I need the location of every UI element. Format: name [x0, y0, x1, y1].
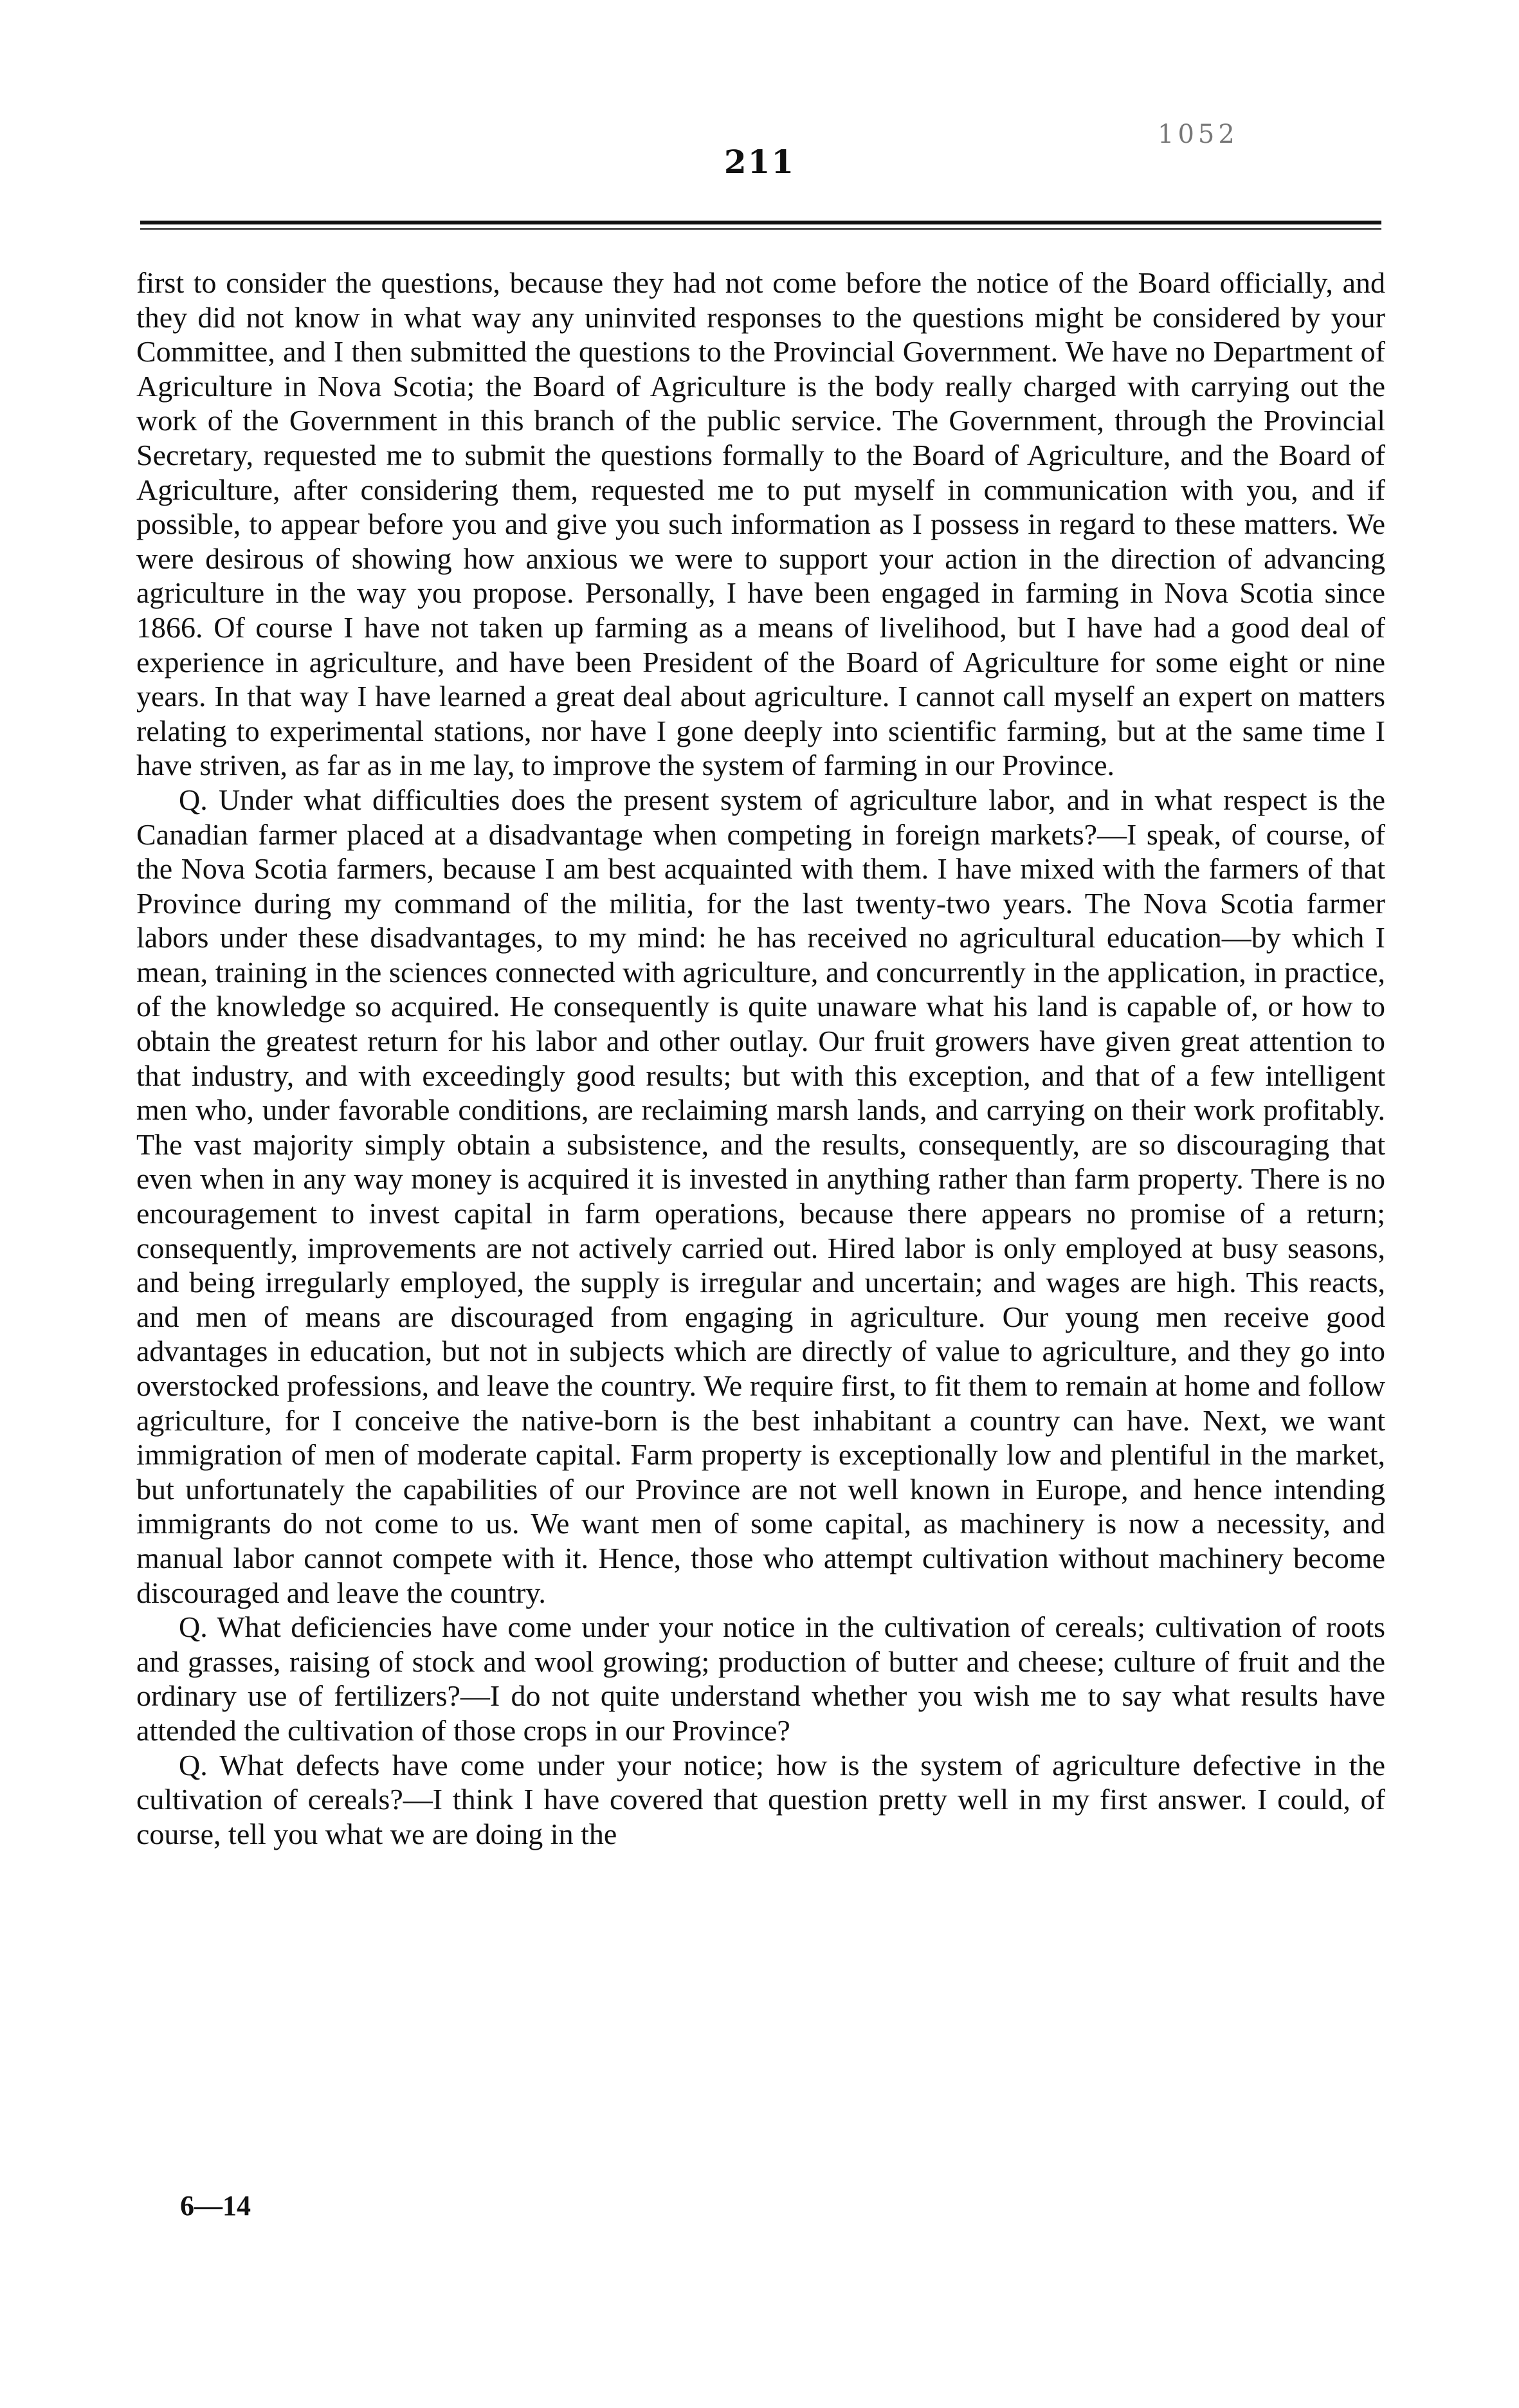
page-number: 211	[723, 143, 796, 181]
printer-signature: 6—14	[180, 2190, 251, 2221]
paragraph-continuation: first to consider the questions, because they had not come before the notice of the Board officially, and they did not know in what way any uninvited responses to the questions might be considered by your Committee, and I then submitted the questions to the Provincial Government. We have no Department of Agriculture in Nova Scotia; the Board of Agriculture is the body really charged with carrying out the work of the Government in this branch of the public service. The Government, through the Provincial Secretary, requested me to submit the questions formally to the Board of Agriculture, and the Board of Agriculture, after considering them, requested me to put myself in communication with you, and if possible, to appear before you and give you such information as I possess in regard to these matters. We were desirous of showing how anxious we were to support your action in the direction of advancing agriculture in the way you propose. Personally, I have been engaged in farming in Nova Scotia since 1866. Of course I have not taken up farming as a means of livelihood, but I have had a good deal of experience in agriculture, and have been President of the Board of Agriculture for some eight or nine years. In that way I have learned a great deal about agriculture. I cannot call myself an expert on matters relating to experimental stations, nor have I gone deeply into scientific farming, but at the same time I have striven, as far as in me lay, to improve the system of farming in our Province.	[136, 266, 1385, 782]
paragraph-question-difficulties: Q. Under what difficulties does the present system of agriculture labor, and in what respect is the Canadian farmer placed at a disadvantage when competing in foreign markets?—I speak, of course, of the Nova Scotia farmers, because I am best acquainted with them. I have mixed with the farmers of that Province during my command of the militia, for the last twenty-two years. The Nova Scotia farmer labors under these disadvantages, to my mind: he has received no agricultural education—by which I mean, training in the sciences connected with agriculture, and concurrently in the application, in practice, of the knowledge so acquired. He consequently is quite unaware what his land is capable of, or how to obtain the greatest return for his labor and other outlay. Our fruit growers have given great attention to that industry, and with exceedingly good results; but with this exception, and that of a few intelligent men who, under favorable conditions, are reclaiming marsh lands, and carrying on their work profitably. The vast majority simply obtain a subsistence, and the results, consequently, are so discouraging that even when in any way money is acquired it is invested in anything rather than farm property. There is no encouragement to invest capital in farm operations, because there appears no promise of a return; consequently, improvements are not actively carried out. Hired labor is only employed at busy seasons, and being irregularly employed, the supply is irregular and uncertain; and wages are high. This reacts, and men of means are discouraged from engaging in agriculture. Our young men receive good advantages in education, but not in subjects which are directly of value to agriculture, and they go into overstocked professions, and leave the country. We require first, to fit them to remain at home and follow agriculture, for I conceive the native-born is the best inhabitant a country can have. Next, we want immigration of men of moderate capital. Farm property is exceptionally low and plentiful in the market, but unfortunately the capabilities of our Province are not well known in Europe, and hence intending immigrants do not come to us. We want men of some capital, as machinery is now a necessity, and manual labor cannot compete with it. Hence, those who attempt cultivation without machinery become discouraged and leave the country.	[136, 783, 1385, 1609]
paragraph-question-deficiencies: Q. What deficiencies have come under your notice in the cultivation of cereals; cultivation of roots and grasses, raising of stock and wool growing; production of butter and cheese; culture of fruit and the ordinary use of fertilizers?—I do not quite understand whether you wish me to say what results have attended the cultivation of those crops in our Province?	[136, 1610, 1385, 1747]
header-rule	[140, 221, 1381, 224]
corner-mark: 1052	[1158, 120, 1239, 149]
paragraph-question-defects: Q. What defects have come under your notice; how is the system of agriculture defective in the cultivation of cereals?—I think I have covered that question pretty well in my first answer. I could, of course, tell you what we are doing in the	[136, 1748, 1385, 1850]
body-text	[136, 266, 1385, 1851]
header-rule-thin	[140, 228, 1381, 230]
